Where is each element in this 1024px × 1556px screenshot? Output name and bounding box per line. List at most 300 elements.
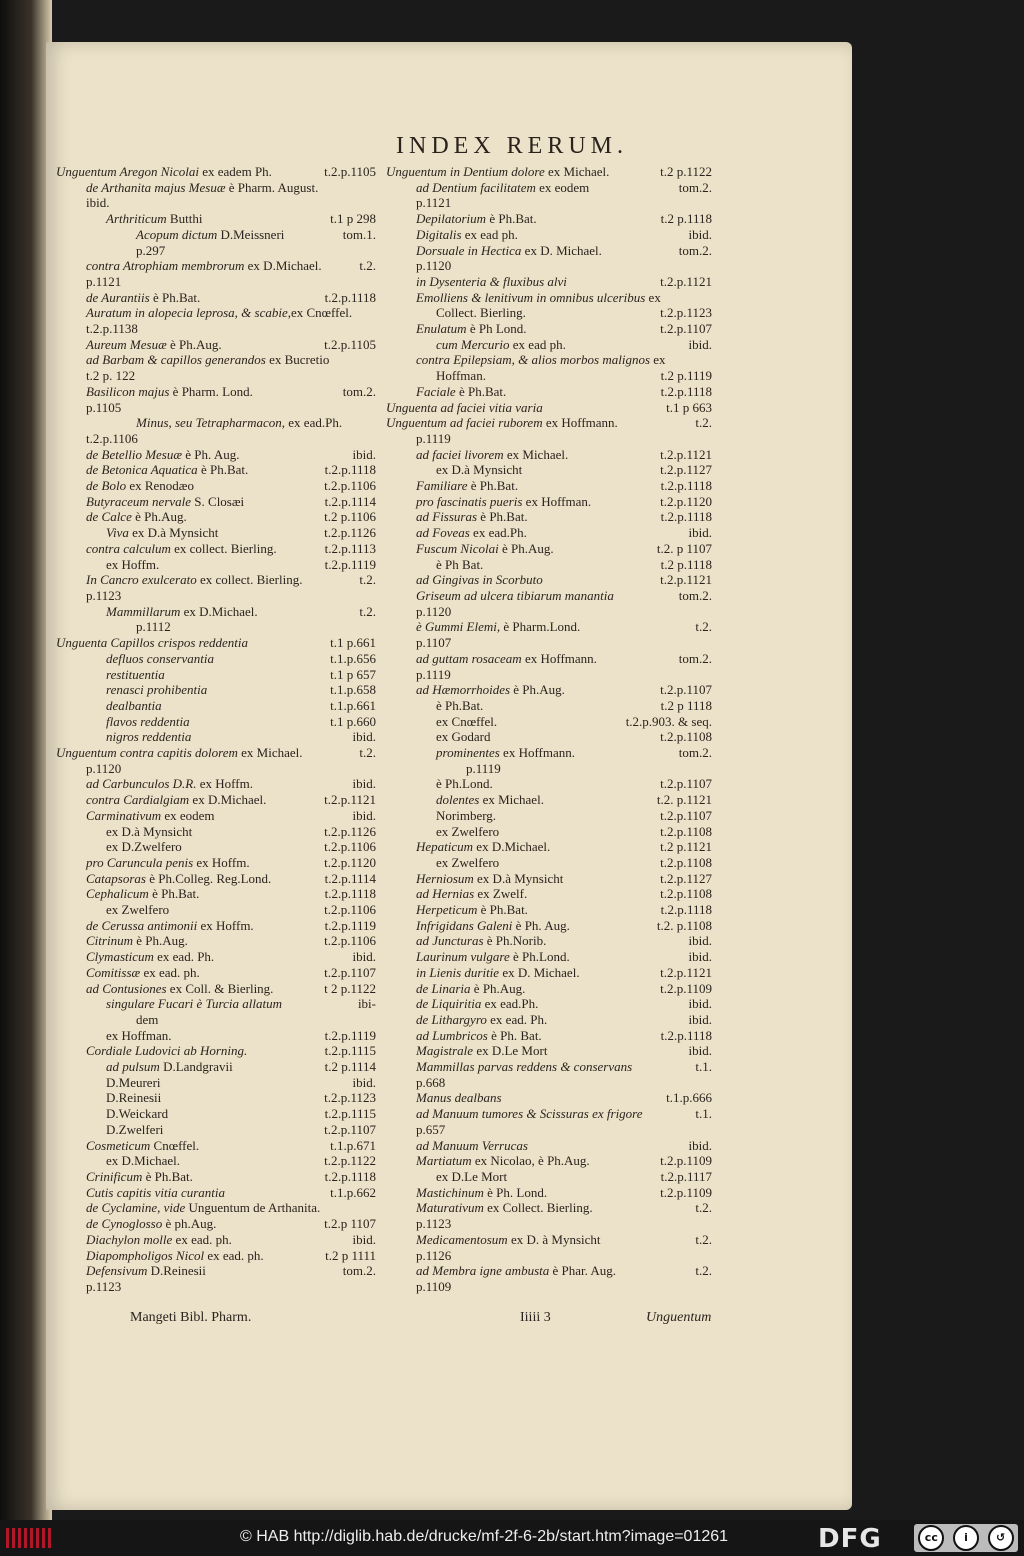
entry-source: p.1123 xyxy=(86,587,122,603)
index-entry xyxy=(56,1122,376,1138)
entry-term: flavos reddentia xyxy=(106,713,190,729)
entry-reference: ibi- xyxy=(357,996,376,1012)
index-entry xyxy=(56,619,376,635)
entry-reference: t.2.p.1118 xyxy=(660,902,712,918)
entry-reference: t.2.p.1106 xyxy=(324,478,376,494)
entry-source: ex ead. ph. xyxy=(204,1247,264,1263)
entry-reference: t.2 p.1121 xyxy=(660,839,712,855)
entry-reference: t.2 p.1114 xyxy=(324,1059,376,1075)
entry-term: Mastichinum xyxy=(416,1184,484,1200)
entry-reference: t.2.p.1115 xyxy=(324,1106,376,1122)
entry-source: è Ph.Bat. xyxy=(477,509,528,525)
entry-source: D.Meissneri xyxy=(217,226,285,242)
entry-source: D.Reinesii xyxy=(106,1090,162,1106)
index-entry xyxy=(56,698,376,714)
entry-source: p.1120 xyxy=(416,603,452,619)
entry-term: Manus dealbans xyxy=(416,1090,502,1106)
entry-reference: ibid. xyxy=(688,996,712,1012)
entry-source: Hoffman. xyxy=(436,368,486,384)
entry-reference: tom.2. xyxy=(678,650,712,666)
entry-source: ex ead ph. xyxy=(461,226,518,242)
index-entry xyxy=(56,462,376,478)
index-entry xyxy=(56,886,376,902)
entry-reference: t.2. xyxy=(359,745,376,761)
index-entry xyxy=(56,541,376,557)
index-entry xyxy=(386,761,712,777)
entry-source: ex ead. Ph. xyxy=(486,1011,548,1027)
index-entry xyxy=(56,447,376,463)
entry-term: de Betellio Mesuæ xyxy=(86,446,183,462)
entry-term: contra Epilepsiam, & alios morbos malignos xyxy=(416,352,651,368)
entry-source: p.1105 xyxy=(86,399,122,415)
index-entry xyxy=(56,808,376,824)
index-entry xyxy=(56,729,376,745)
entry-reference: tom.2. xyxy=(678,242,712,258)
entry-term: ad Manuum Verrucas xyxy=(416,1137,528,1153)
index-entry xyxy=(386,729,712,745)
entry-source: p.1120 xyxy=(416,258,452,274)
entry-source: p.297 xyxy=(136,242,166,258)
index-entry xyxy=(56,1043,376,1059)
entry-source: p.1121 xyxy=(86,273,122,289)
entry-reference: t.2.p.1107 xyxy=(660,807,712,823)
index-entry xyxy=(56,635,376,651)
entry-reference: t.2.p.1120 xyxy=(324,854,376,870)
entry-term: singulare Fucari è Turcia allatum xyxy=(106,996,282,1012)
entry-reference: t.1.p.658 xyxy=(330,682,376,698)
index-entry xyxy=(56,1200,376,1216)
entry-source: D.Meureri xyxy=(106,1074,161,1090)
entry-reference: t.1 p.661 xyxy=(330,635,376,651)
index-entry xyxy=(56,776,376,792)
index-entry xyxy=(56,996,376,1012)
index-entry xyxy=(56,384,376,400)
index-entry xyxy=(56,792,376,808)
entry-reference: t.1. xyxy=(695,1106,712,1122)
entry-term: ad Hæmorrhoides xyxy=(416,682,511,698)
index-entry xyxy=(56,1263,376,1279)
entry-reference: t.2.p.1121 xyxy=(660,273,712,289)
index-entry xyxy=(386,1153,712,1169)
entry-source: è Ph.Bat. xyxy=(142,1169,193,1184)
footer-signature-mark: Iiiii 3 xyxy=(520,1310,551,1325)
entry-source: ex D.Michael. xyxy=(473,839,551,855)
index-entry xyxy=(386,1263,712,1279)
entry-term: Acopum dictum xyxy=(136,226,218,242)
entry-reference: ibid. xyxy=(688,1011,712,1027)
entry-reference: t.1 p 298 xyxy=(330,211,376,227)
entry-term: ad faciei livorem xyxy=(416,446,504,462)
entry-term: è Gummi Elemi, xyxy=(416,619,501,635)
entry-reference: ibid. xyxy=(352,729,376,745)
index-entry xyxy=(386,352,712,368)
index-entry xyxy=(386,886,712,902)
entry-reference: t.2.p.1127 xyxy=(660,870,712,886)
entry-term: Herpeticum xyxy=(416,902,478,918)
entry-source: ex Hoffmann. xyxy=(542,415,618,431)
entry-source: è Ph. Lond. xyxy=(483,1184,548,1200)
entry-reference: t.2.p.1108 xyxy=(660,729,712,745)
index-entry xyxy=(386,1279,712,1295)
entry-reference: t.2.p.1119 xyxy=(324,556,376,572)
entry-term: Mammillarum xyxy=(106,603,181,619)
entry-source: ex collect. Bierling. xyxy=(170,540,277,556)
entry-source: ex Hoffmann. xyxy=(521,650,597,666)
index-entry xyxy=(56,227,376,243)
page-footer xyxy=(0,1310,1024,1330)
index-entry xyxy=(386,1012,712,1028)
entry-reference: t.2. xyxy=(359,258,376,274)
entry-term: ad Carbunculos D.R. xyxy=(86,776,197,792)
entry-source: è Ph.Bat. xyxy=(149,289,201,305)
entry-reference: t.2.p.1107 xyxy=(324,1121,376,1137)
entry-source: ex D.Zwelfero xyxy=(106,839,182,855)
entry-term: Faciale xyxy=(416,383,456,399)
entry-reference: t.2.p.1107 xyxy=(660,682,712,698)
dfg-logo: DFG xyxy=(818,1524,882,1554)
entry-reference: tom.2. xyxy=(678,179,712,195)
index-entry xyxy=(386,195,712,211)
entry-reference: t.2.p.1121 xyxy=(324,792,376,808)
entry-source: è Ph.Colleg. Reg.Lond. xyxy=(145,870,272,886)
entry-term: Fuscum Nicolai xyxy=(416,540,499,556)
entry-term: Enulatum xyxy=(416,321,467,337)
entry-reference: t.1. xyxy=(695,1059,712,1075)
entry-reference: t.2.p.1122 xyxy=(324,1153,376,1169)
entry-source: ex Renodæo xyxy=(126,478,194,494)
entry-source: p.1109 xyxy=(416,1278,452,1294)
entry-source: Butthi xyxy=(166,211,203,227)
index-entry xyxy=(386,902,712,918)
book-spine-edge xyxy=(0,0,52,1520)
entry-reference: t.2. p.1121 xyxy=(656,792,712,808)
entry-source: p.1119 xyxy=(416,666,451,682)
index-entry xyxy=(56,1059,376,1075)
index-entry xyxy=(56,180,376,196)
entry-reference: t.2.p.1106 xyxy=(324,933,376,949)
entry-source: ex D. Michael. xyxy=(499,964,580,980)
entry-source: ex Collect. Bierling. xyxy=(483,1200,593,1216)
entry-reference: t.2.p.1121 xyxy=(660,446,712,462)
entry-reference: t.2.p.1119 xyxy=(324,917,376,933)
index-entry xyxy=(56,525,376,541)
entry-source: p.1120 xyxy=(86,760,122,776)
entry-source: p.1119 xyxy=(466,760,501,776)
index-entry xyxy=(56,1138,376,1154)
entry-term: Comitissæ xyxy=(86,964,141,980)
entry-term: contra Cardialgiam xyxy=(86,792,190,808)
entry-reference: t.2.p.1105 xyxy=(324,164,376,179)
entry-reference: ibid. xyxy=(352,446,376,462)
index-entry xyxy=(56,1279,376,1295)
entry-term: Herniosum xyxy=(416,870,474,886)
entry-reference: ibid. xyxy=(688,1043,712,1059)
index-entry xyxy=(386,965,712,981)
index-entry xyxy=(386,1232,712,1248)
entry-source: ex D.à Mynsicht xyxy=(106,823,193,839)
entry-source: D.Zwelferi xyxy=(106,1121,164,1137)
entry-source: ex D.Michael. xyxy=(244,258,322,274)
index-entry xyxy=(386,682,712,698)
entry-reference: ibid. xyxy=(352,776,376,792)
index-entry xyxy=(386,776,712,792)
entry-reference: t.2.p.1121 xyxy=(660,572,712,588)
index-entry xyxy=(386,871,712,887)
entry-reference: t.2.p.1114 xyxy=(324,493,376,509)
sa-icon: ↺ xyxy=(988,1525,1014,1551)
entry-term: Infrigidans Galeni xyxy=(416,917,513,933)
index-entry xyxy=(56,761,376,777)
index-entry xyxy=(386,824,712,840)
index-entry xyxy=(56,305,376,321)
entry-term: dealbantia xyxy=(106,697,162,713)
entry-source: dem xyxy=(136,1011,159,1027)
entry-reference: ibid. xyxy=(352,949,376,965)
entry-source: è Ph.Bat. xyxy=(455,383,507,399)
entry-source: ex D.à Mynsicht xyxy=(128,525,219,541)
index-entry xyxy=(56,604,376,620)
index-entry xyxy=(386,541,712,557)
entry-source: ex ead.Ph. xyxy=(285,415,343,431)
entry-source: ex Michael. xyxy=(479,792,544,808)
index-entry xyxy=(386,1248,712,1264)
index-entry xyxy=(386,855,712,871)
copyright-link[interactable]: © HAB http://diglib.hab.de/drucke/mf-2f-6-2b/start.htm?image=01261 xyxy=(240,1528,729,1545)
entry-term: ad Fissuras xyxy=(416,509,478,525)
by-icon: i xyxy=(953,1525,979,1551)
index-entry xyxy=(386,494,712,510)
entry-term: de Arthanita majus Mesuæ xyxy=(86,179,226,195)
entry-source: ex Coll. & Bierling. xyxy=(166,980,274,996)
entry-reference: t.2.p.1107 xyxy=(660,321,712,337)
entry-reference: t.2.p.1114 xyxy=(324,870,376,886)
entry-term: Unguentum Aregon Nicolai xyxy=(56,164,199,179)
entry-source: p.668 xyxy=(416,1074,446,1090)
index-entry xyxy=(386,258,712,274)
entry-reference: tom.1. xyxy=(342,226,376,242)
entry-source: Cnœffel. xyxy=(150,1137,200,1153)
entry-source: è Ph.Bat. xyxy=(486,211,537,227)
entry-reference: t.2.p.1123 xyxy=(660,305,712,321)
index-entry xyxy=(56,918,376,934)
entry-term: In Cancro exulcerato xyxy=(86,572,197,588)
entry-source: ex Hoffm. xyxy=(197,917,254,933)
entry-source: ex ead ph. xyxy=(509,336,566,352)
index-entry xyxy=(386,1138,712,1154)
entry-term: pro Caruncula penis xyxy=(86,854,194,870)
entry-term: Laurinum vulgare xyxy=(416,949,510,965)
entry-reference: ibid. xyxy=(688,525,712,541)
entry-reference: t.1.p.661 xyxy=(330,697,376,713)
entry-source: è Ph.Lond. xyxy=(509,949,570,965)
entry-source: p.1112 xyxy=(136,619,171,635)
entry-source: è Ph.Bat. xyxy=(477,902,528,918)
entry-reference: t.2.p.1118 xyxy=(660,509,712,525)
entry-reference: t.2.p.1127 xyxy=(660,462,712,478)
index-entry xyxy=(56,415,376,431)
entry-source: ex D. à Mynsicht xyxy=(507,1231,601,1247)
index-entry xyxy=(56,981,376,997)
entry-source: è Ph. Aug. xyxy=(512,917,570,933)
entry-reference: t.2.p.1106 xyxy=(324,902,376,918)
entry-term: in Dysenteria & fluxibus alvi xyxy=(416,273,567,289)
index-entry xyxy=(56,1075,376,1091)
entry-source: D.Landgravii xyxy=(159,1059,233,1075)
entry-term: Unguenta Capillos crispos reddentia xyxy=(56,635,248,651)
entry-term: ad Dentium facilitatem xyxy=(416,179,536,195)
entry-term: Dorsuale in Hectica xyxy=(416,242,522,258)
entry-term: Cordiale Ludovici ab Horning. xyxy=(86,1043,248,1059)
cc-license-badge[interactable] xyxy=(914,1524,1018,1552)
entry-term: de Cerussa antimonii xyxy=(86,917,198,933)
index-entry xyxy=(56,431,376,447)
entry-reference: t.2 p 1118 xyxy=(660,697,712,713)
index-entry xyxy=(56,824,376,840)
entry-source: ex Hoffm. xyxy=(193,854,250,870)
entry-source: ex Zwelf. xyxy=(474,886,528,902)
entry-source: ex D.à Mynsicht xyxy=(436,462,523,478)
entry-term: Diapompholigos Nicol xyxy=(86,1247,205,1263)
entry-source: ex Zwelfero xyxy=(436,823,500,839)
entry-reference: tom.2. xyxy=(342,1263,376,1279)
entry-reference: t.2.p.1118 xyxy=(324,1169,376,1184)
viewer-bottom-bar xyxy=(0,1520,1024,1556)
index-entry xyxy=(56,1232,376,1248)
entry-reference: t.1.p.656 xyxy=(330,650,376,666)
index-entry xyxy=(56,368,376,384)
entry-source: è Ph.Aug. xyxy=(166,336,222,352)
entry-term: ad Hernias xyxy=(416,886,475,902)
index-entry xyxy=(56,839,376,855)
entry-source: è Ph Lond. xyxy=(466,321,527,337)
footer-catchword: Unguentum xyxy=(646,1310,712,1325)
entry-source: ex D.Michael. xyxy=(189,792,267,808)
entry-term: Maturativum xyxy=(416,1200,484,1216)
footer-signature-left: Mangeti Bibl. Pharm. xyxy=(130,1310,252,1325)
entry-source: è Ph.Bat. xyxy=(148,886,200,902)
entry-reference: t.2. xyxy=(695,1231,712,1247)
index-entry xyxy=(386,1216,712,1232)
index-entry xyxy=(56,509,376,525)
entry-term: Hepaticum xyxy=(416,839,474,855)
index-entry xyxy=(56,494,376,510)
entry-reference: t.2.p.1118 xyxy=(660,1027,712,1043)
entry-source: ex eodem xyxy=(535,179,590,195)
index-entry xyxy=(56,337,376,353)
entry-term: Basilicon majus xyxy=(86,383,170,399)
index-entry xyxy=(56,745,376,761)
index-entry xyxy=(386,447,712,463)
index-entry xyxy=(56,965,376,981)
entry-term: Cosmeticum xyxy=(86,1137,151,1153)
entry-reference: t.2 p 1111 xyxy=(325,1247,376,1263)
entry-term: Aureum Mesuæ xyxy=(86,336,167,352)
index-entry xyxy=(56,855,376,871)
index-entry xyxy=(386,839,712,855)
index-entry xyxy=(386,996,712,1012)
entry-source: ex ead.Ph. xyxy=(481,996,539,1012)
entry-source: ex D.Le Mort xyxy=(473,1043,548,1059)
index-entry xyxy=(56,682,376,698)
index-entry xyxy=(56,933,376,949)
index-entry xyxy=(386,509,712,525)
entry-source: ex Zwelfero xyxy=(436,854,500,870)
index-entry xyxy=(386,1200,712,1216)
entry-reference: t.2.p.1107 xyxy=(660,776,712,792)
entry-term: Auratum in alopecia leprosa, & scabie, xyxy=(86,305,291,321)
index-entry xyxy=(386,619,712,635)
entry-term: defluos conservantia xyxy=(106,650,214,666)
entry-reference: t.2.p.1108 xyxy=(660,823,712,839)
index-entry xyxy=(386,1169,712,1185)
entry-reference: ibid. xyxy=(352,1231,376,1247)
entry-reference: t.1.p.671 xyxy=(330,1137,376,1153)
entry-term: Cephalicum xyxy=(86,886,149,902)
entry-term: Crinificum xyxy=(86,1169,143,1184)
index-entry xyxy=(386,635,712,651)
entry-reference: tom.2. xyxy=(678,587,712,603)
entry-term: de Lithargyro xyxy=(416,1011,487,1027)
entry-term: Unguentum ad faciei ruborem xyxy=(386,415,543,431)
index-entry xyxy=(56,949,376,965)
entry-reference: t.1 p 663 xyxy=(666,399,712,415)
entry-reference: tom.2. xyxy=(342,383,376,399)
entry-source: t.2.p.1106 xyxy=(86,430,138,446)
entry-reference: tom.2. xyxy=(678,745,712,761)
entry-source: è Ph. Aug. xyxy=(182,446,240,462)
entry-source: è Phar. Aug. xyxy=(549,1263,617,1279)
entry-term: Arthriticum xyxy=(106,211,167,227)
index-entry xyxy=(56,211,376,227)
entry-term: prominentes xyxy=(436,745,500,761)
entry-source: è Ph.Norib. xyxy=(483,933,547,949)
index-entry xyxy=(386,525,712,541)
entry-source: è Ph.Aug. xyxy=(131,509,187,525)
index-entry xyxy=(386,792,712,808)
entry-source: ex eodem xyxy=(161,807,215,823)
entry-source: ex D.Michael. xyxy=(106,1153,181,1169)
entry-source: ex D.Michael. xyxy=(180,603,258,619)
entry-term: Butyraceum nervale xyxy=(86,493,192,509)
index-entry xyxy=(56,1090,376,1106)
entry-reference: ibid. xyxy=(688,336,712,352)
entry-source: ex Michael. xyxy=(237,745,303,761)
index-entry xyxy=(56,243,376,259)
entry-source: p.1123 xyxy=(416,1216,452,1232)
entry-term: ad pulsum xyxy=(106,1059,160,1075)
index-entry xyxy=(56,195,376,211)
index-entry xyxy=(386,981,712,997)
entry-term: Depilatorium xyxy=(416,211,487,227)
index-entry xyxy=(386,557,712,573)
entry-term: de Bolo xyxy=(86,478,127,494)
entry-source: ex ead. Ph. xyxy=(153,949,215,965)
entry-source: p.1126 xyxy=(416,1247,452,1263)
entry-source: Norimberg. xyxy=(436,807,497,823)
entry-term: Defensivum xyxy=(86,1263,148,1279)
entry-reference: t.1 p.660 xyxy=(330,713,376,729)
entry-source: Collect. Bierling. xyxy=(436,305,526,321)
entry-reference: t.2.p.1106 xyxy=(324,839,376,855)
entry-term: Minus, seu Tetrapharmacon, xyxy=(136,415,286,431)
entry-reference: t.2.p.1120 xyxy=(660,493,712,509)
index-entry xyxy=(386,243,712,259)
entry-reference: t.2.p.1109 xyxy=(660,1184,712,1200)
index-entry xyxy=(386,949,712,965)
entry-source: ex D.à Mynsicht xyxy=(473,870,564,886)
entry-reference: t.1 p 657 xyxy=(330,666,376,682)
index-entry xyxy=(56,1169,376,1185)
